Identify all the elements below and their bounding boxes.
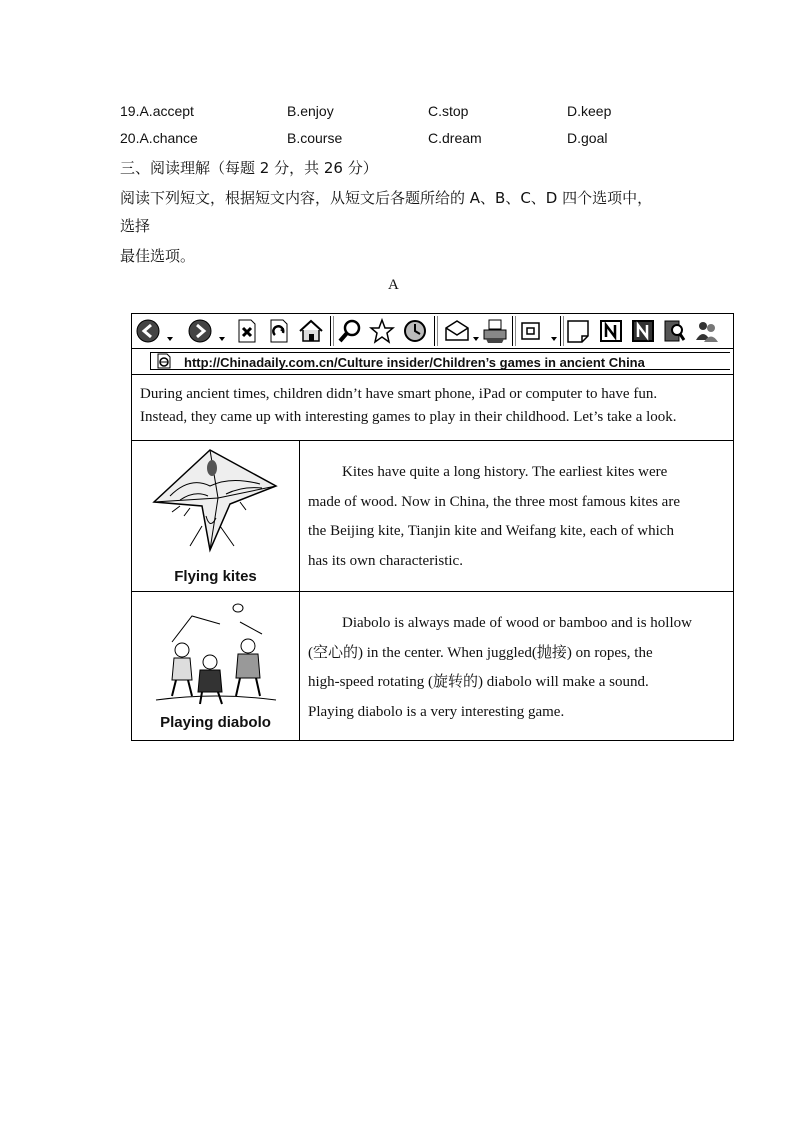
option-b: B.enjoy (287, 103, 334, 119)
forward-icon[interactable] (187, 318, 213, 344)
diabolo-illustration (152, 600, 280, 706)
toolbar-separator (560, 316, 564, 346)
option-a: 20.A.chance (120, 130, 198, 146)
kites-line: Kites have quite a long history. The earliest kites were (342, 464, 668, 480)
users-icon[interactable] (694, 318, 720, 344)
diabolo-line: (空心的) in the center. When juggled(抛接) on ropes, the (308, 644, 653, 661)
column-divider (299, 440, 300, 740)
kites-line: has its own characteristic. (308, 552, 463, 569)
option-c: C.stop (428, 103, 469, 119)
browser-toolbar (132, 314, 733, 349)
refresh-icon[interactable] (268, 318, 290, 344)
notes-icon[interactable] (599, 318, 623, 344)
kite-illustration (150, 446, 280, 558)
toolbar-separator (434, 316, 438, 346)
back-icon[interactable] (135, 318, 161, 344)
print-icon[interactable] (482, 318, 508, 344)
option-c: C.dream (428, 130, 482, 146)
kites-caption: Flying kites (174, 568, 257, 585)
intro-paragraph (140, 383, 730, 429)
instructions-line-3: 最佳选项。 (120, 247, 196, 265)
diabolo-paragraph (308, 609, 728, 727)
url-text[interactable]: http://Chinadaily.com.cn/Culture insider/Children’s games in ancient China (184, 355, 645, 370)
messenger-icon[interactable] (631, 318, 655, 344)
diabolo-line: high-speed rotating (旋转的) diabolo will make a sound. (308, 674, 649, 690)
stop-icon[interactable] (236, 318, 258, 344)
search-icon[interactable] (337, 318, 363, 344)
media-icon[interactable] (520, 318, 542, 344)
diabolo-caption: Playing diabolo (160, 714, 271, 731)
kites-line: made of wood. Now in China, the three most famous kites are (308, 493, 680, 510)
option-a: 19.A.accept (120, 103, 194, 119)
section-title: 三、阅读理解（每题 2 分，共 26 分） (120, 159, 378, 177)
home-icon[interactable] (298, 318, 324, 344)
toolbar-separator (330, 316, 334, 346)
instructions-line-2: 选择 (120, 217, 151, 235)
option-d: D.goal (567, 130, 608, 146)
option-d: D.keep (567, 103, 612, 119)
option-b: B.course (287, 130, 343, 146)
toolbar-separator (512, 316, 516, 346)
instructions-line-1: 阅读下列短文，根据短文内容，从短文后各题所给的 A、B、C、D 四个选项中， (120, 189, 653, 207)
row-divider (132, 440, 733, 441)
browser-window (131, 313, 734, 741)
kites-line: the Beijing kite, Tianjin kite and Weifang kite, each of which (308, 523, 674, 539)
passage-label: A (388, 277, 399, 293)
kites-paragraph (308, 458, 728, 576)
research-icon[interactable] (662, 318, 686, 344)
diabolo-line: Diabolo is always made of wood or bamboo and is hollow (342, 615, 692, 631)
history-icon[interactable] (402, 318, 428, 344)
row-divider (132, 591, 733, 592)
intro-line: During ancient times, children didn’t have smart phone, iPad or computer to have fun. (140, 386, 658, 402)
intro-line: Instead, they came up with interesting games to play in their childhood. Let’s take a look. (140, 409, 677, 425)
diabolo-line: Playing diabolo is a very interesting game. (308, 703, 565, 720)
edit-icon[interactable] (566, 318, 590, 344)
mail-icon[interactable] (444, 318, 470, 344)
favorites-icon[interactable] (369, 318, 395, 344)
page-icon (156, 353, 172, 369)
